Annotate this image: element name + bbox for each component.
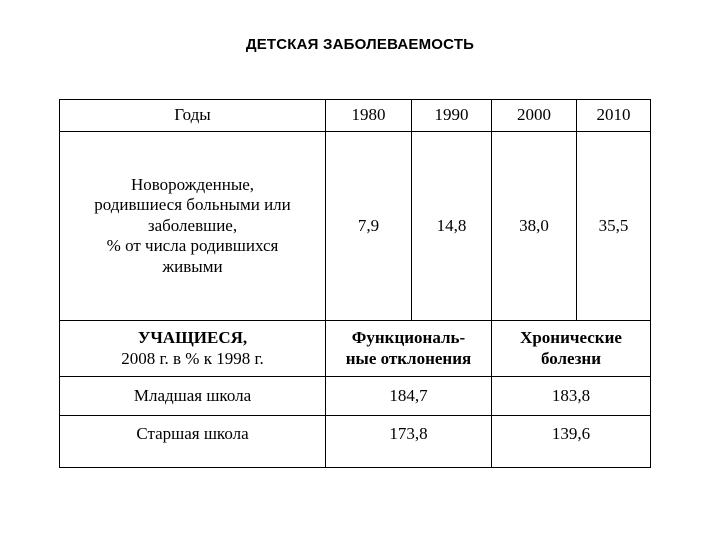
table-row [60,377,651,416]
functional-deviations-line: Функциональ- [351,328,466,348]
row-value-cell [326,377,492,416]
years-label: Годы [174,105,211,125]
year-2010: 2010 [596,105,631,125]
students-label-cell [60,321,326,377]
row-value-functional: 184,7 [389,385,428,405]
row-value-chronic: 139,6 [551,424,591,443]
year-cell [412,100,492,132]
newborns-label-line: родившиеся больными или [94,195,291,215]
newborns-value-1980: 7,9 [357,215,380,235]
newborns-label-cell [60,132,326,321]
year-1980: 1980 [351,105,386,125]
year-cell [577,100,651,132]
newborns-row [60,132,651,321]
newborns-label-line: заболевшие, [147,215,238,235]
newborns-value-1990: 14,8 [436,215,467,235]
row-label: Старшая школа [136,424,249,443]
row-value-chronic: 183,8 [551,385,591,405]
row-label-cell [60,416,326,468]
functional-deviations-line: ные отклонения [345,348,472,368]
row-value-functional: 173,8 [389,424,428,443]
newborns-value-cell [577,132,651,321]
newborns-label-line: Новорожденные, [130,175,255,195]
table-row [60,416,651,468]
years-label-cell [60,100,326,132]
students-label-line: 2008 г. в % к 1998 г. [121,348,264,368]
morbidity-table [59,99,651,468]
newborns-label-line: % от числа родившихся [106,236,279,256]
newborns-value-2000: 38,0 [519,215,549,235]
year-2000: 2000 [517,105,551,125]
row-value-cell [492,416,651,468]
students-header-row [60,321,651,377]
newborns-value-cell [492,132,577,321]
chronic-diseases-line: Хронические [520,328,622,348]
chronic-diseases-header [492,321,651,377]
row-value-cell [326,416,492,468]
row-value-cell [492,377,651,416]
newborns-value-2010: 35,5 [598,215,629,235]
newborns-label-line: живыми [162,256,223,276]
page-title: ДЕТСКАЯ ЗАБОЛЕВАЕМОСТЬ [245,36,475,53]
row-label: Младшая школа [133,385,252,405]
functional-deviations-header [326,321,492,377]
newborns-value-cell [412,132,492,321]
row-label-cell [60,377,326,416]
students-label-line: УЧАЩИЕСЯ, [137,328,248,348]
year-1990: 1990 [434,105,469,125]
year-cell [326,100,412,132]
newborns-value-cell [326,132,412,321]
years-header-row [60,100,651,132]
chronic-diseases-line: болезни [540,348,602,368]
year-cell [492,100,577,132]
